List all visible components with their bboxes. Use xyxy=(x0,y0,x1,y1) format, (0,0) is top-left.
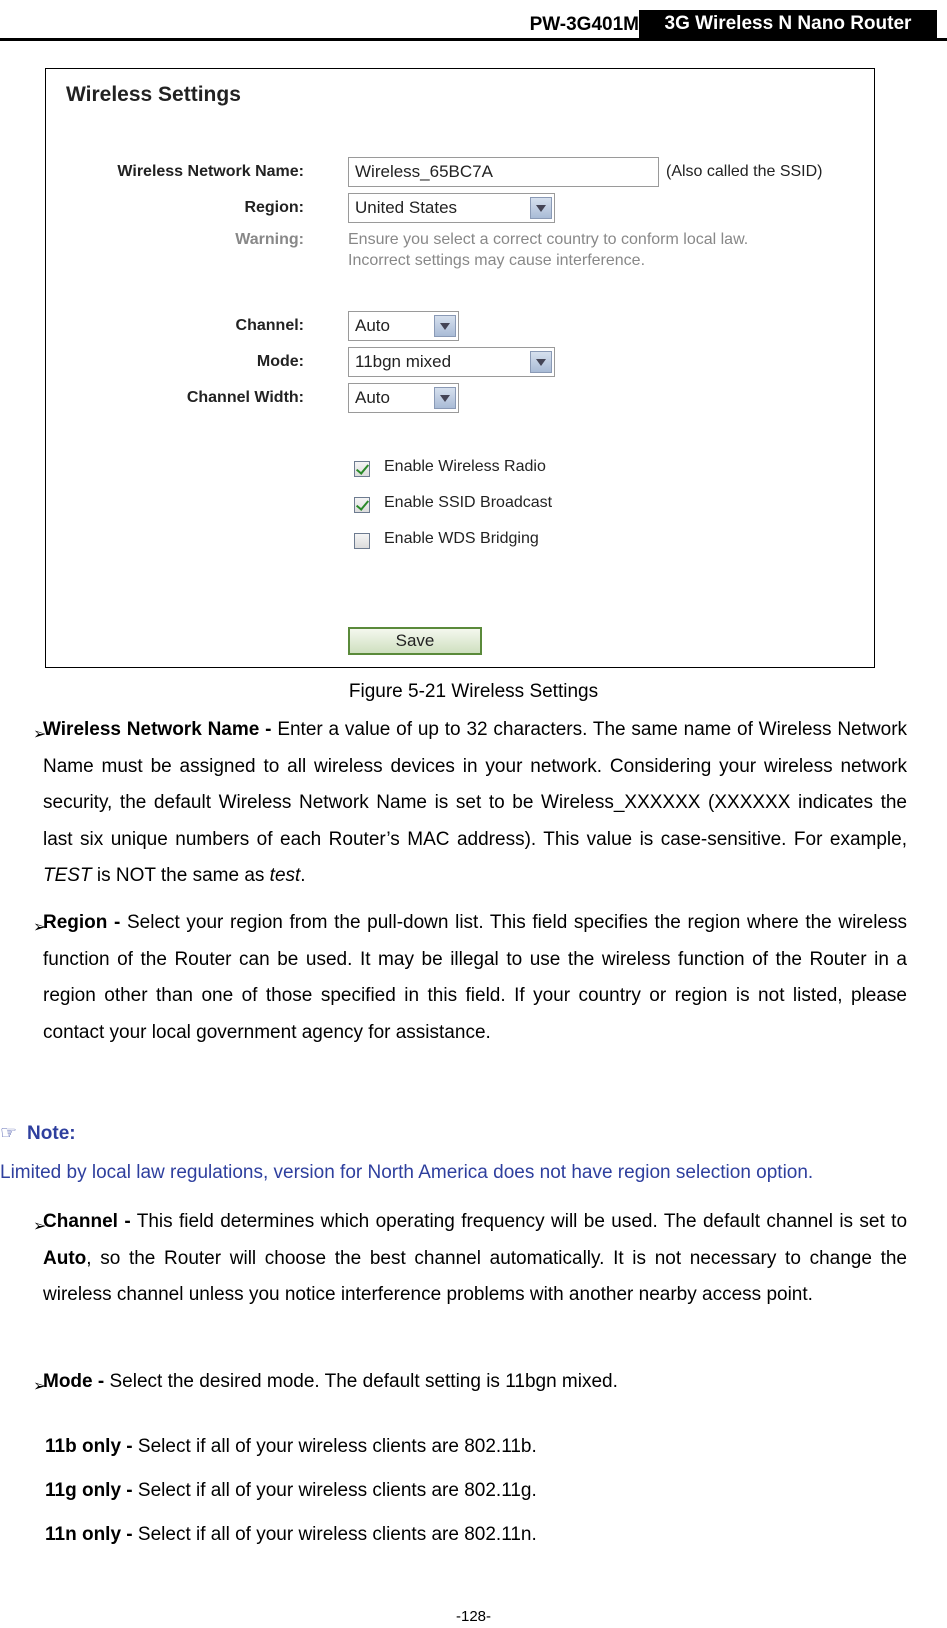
text: Select if all of your wireless clients are 802.11g. xyxy=(137,1480,537,1501)
bullet-icon: ➢ xyxy=(33,1378,47,1395)
save-button[interactable]: Save xyxy=(348,627,482,655)
term: 11n only - xyxy=(45,1524,133,1545)
region-select[interactable] xyxy=(348,193,555,223)
term: Mode - xyxy=(43,1371,105,1392)
figure-caption: Figure 5-21 Wireless Settings xyxy=(348,681,599,702)
term: 11g only - xyxy=(45,1480,133,1501)
channel-width-select[interactable] xyxy=(348,383,459,413)
checkbox-checked-icon[interactable] xyxy=(354,497,370,513)
pointing-hand-icon: ☞ xyxy=(0,1123,18,1144)
chevron-down-icon[interactable] xyxy=(530,197,552,219)
chevron-down-icon[interactable] xyxy=(530,351,552,373)
channel-width-value: Auto xyxy=(355,388,390,407)
model-number: PW-3G401M xyxy=(529,14,639,35)
text: Enter a value of up to 32 characters. The same name of Wireless Network Name must be assigned to all wireless devices in your network. Considering your wireless network security, the default Wireless Network Name is set to be Wireless_XXXXXX (XXXXXX indicates the last six unique numbers of each Router’s MAC address). This value is case-sensitive. For example, xyxy=(43,719,908,850)
note-title: Note: xyxy=(27,1123,76,1144)
warning-line-1: Ensure you select a correct country to conform local law. xyxy=(348,231,749,248)
mode-value: 11bgn mixed xyxy=(355,352,452,371)
text: Select your region from the pull-down list. This field specifies the region where the wireless function of the Router can be used. It may be illegal to use the wireless function of the Router in a region other than one of those specified in this field. If your country or region is not listed, please contact your local government agency for assistance. xyxy=(43,912,907,1043)
note-text: Limited by local law regulations, version for North America does not have region selection option. xyxy=(0,1162,814,1183)
ssid-label: Wireless Network Name: xyxy=(117,163,304,180)
note-heading xyxy=(0,1122,76,1145)
warning-text xyxy=(348,229,748,271)
term: 11b only - xyxy=(45,1436,133,1457)
checkbox-label: Enable Wireless Radio xyxy=(384,458,546,475)
bullet-icon: ➢ xyxy=(33,1218,47,1235)
checkbox-label: Enable SSID Broadcast xyxy=(384,494,553,511)
warning-label: Warning: xyxy=(235,231,304,248)
checkbox-label: Enable WDS Bridging xyxy=(384,530,539,547)
ssid-hint: (Also called the SSID) xyxy=(666,163,823,180)
emphasis: TEST xyxy=(43,865,92,886)
channel-width-label: Channel Width: xyxy=(186,389,304,406)
checkbox-checked-icon[interactable] xyxy=(354,461,370,477)
product-name: 3G Wireless N Nano Router xyxy=(639,10,937,38)
text: This field determines which operating frequency will be used. The default channel is set to xyxy=(136,1211,908,1232)
page-number: -128- xyxy=(455,1608,492,1625)
region-description xyxy=(43,905,907,1051)
ssid-input[interactable]: Wireless_65BC7A xyxy=(348,157,659,187)
header-rule xyxy=(0,38,947,41)
region-value: United States xyxy=(355,198,458,217)
text: . xyxy=(300,865,306,886)
text: is NOT the same as xyxy=(96,865,265,886)
channel-label: Channel: xyxy=(235,317,304,334)
channel-description xyxy=(43,1204,907,1314)
bullet-icon: ➢ xyxy=(33,919,47,936)
ssid-description xyxy=(43,712,907,895)
channel-value: Auto xyxy=(355,316,390,335)
checkbox-unchecked-icon[interactable] xyxy=(354,533,370,549)
mode-label: Mode: xyxy=(256,353,304,370)
text: Select if all of your wireless clients are 802.11b. xyxy=(137,1436,537,1457)
page-header xyxy=(0,0,947,42)
warning-line-2: Incorrect settings may cause interference. xyxy=(348,252,646,269)
term: Wireless Network Name - xyxy=(43,719,272,740)
text: Select if all of your wireless clients are 802.11n. xyxy=(137,1524,537,1545)
term: Region - xyxy=(43,912,121,933)
mode-11n xyxy=(45,1524,537,1546)
mode-11b xyxy=(45,1436,537,1458)
text: , so the Router will choose the best channel automatically. It is not necessary to change the wireless channel unless you notice interference problems with another nearby access point. xyxy=(43,1247,907,1305)
chevron-down-icon[interactable] xyxy=(434,387,456,409)
term: Channel - xyxy=(43,1211,131,1232)
text: Select the desired mode. The default setting is 11bgn mixed. xyxy=(109,1371,618,1392)
mode-select[interactable] xyxy=(348,347,555,377)
bold: Auto xyxy=(43,1247,87,1269)
wireless-settings-figure xyxy=(45,68,875,668)
channel-select[interactable] xyxy=(348,311,459,341)
emphasis: test xyxy=(269,865,301,886)
bullet-icon: ➢ xyxy=(33,726,47,743)
mode-description xyxy=(43,1364,907,1401)
mode-11g xyxy=(45,1480,537,1502)
chevron-down-icon[interactable] xyxy=(434,315,456,337)
region-label: Region: xyxy=(244,199,304,216)
figure-title: Wireless Settings xyxy=(66,83,241,106)
